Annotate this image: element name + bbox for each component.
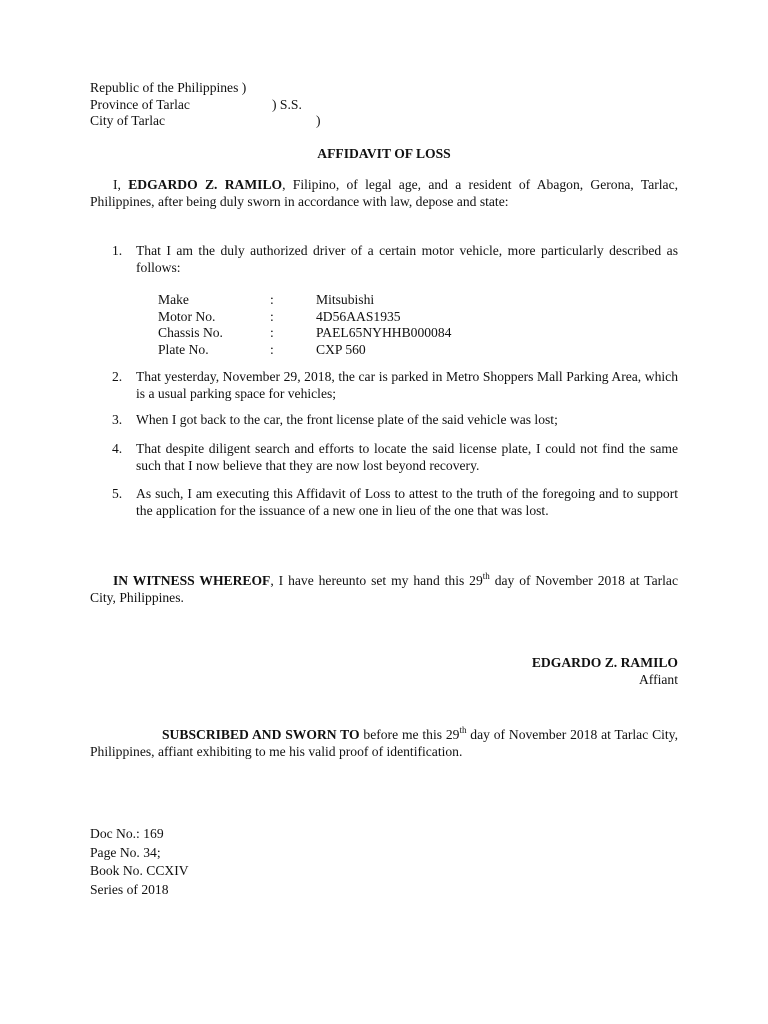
document-title: AFFIDAVIT OF LOSS: [317, 146, 451, 161]
vehicle-label: Plate No.: [158, 341, 209, 357]
intro-prefix: I,: [113, 177, 129, 192]
jurat-text-cont: day of November 2018 at Tarlac City, Philippines, affiant exhibiting to me his valid proof of identification.: [90, 727, 678, 759]
signatory-role: Affiant: [638, 671, 678, 687]
witness-ordinal-suffix: th: [482, 571, 490, 581]
doc-number: Doc No.: 169: [90, 826, 164, 841]
vehicle-value: 4D56AAS1935: [316, 308, 401, 324]
item-number: 1.: [112, 243, 123, 258]
series-year: Series of 2018: [90, 881, 169, 897]
item-text: That yesterday, November 29, 2018, the car is parked in Metro Shoppers Mall Parking Area, which is a usual parking space for vehicles;: [136, 369, 678, 401]
vehicle-row-plate: [158, 342, 451, 359]
signature-block: [532, 655, 678, 688]
vehicle-separator: :: [270, 325, 274, 340]
item-number: 4.: [112, 441, 123, 456]
intro-text: , Filipino, of legal age, and a resident of Abagon, Gerona, Tarlac, Philippines, after being duly sworn in accordance with law, depose and state:: [90, 177, 679, 209]
vehicle-separator: :: [270, 308, 274, 324]
vehicle-label: Make: [158, 292, 189, 307]
affiant-name: EDGARDO Z. RAMILO: [128, 177, 283, 192]
venue-republic: Republic of the Philippines ): [90, 80, 247, 95]
venue-city: City of Tarlac: [90, 113, 166, 128]
item-text: As such, I am executing this Affidavit of Loss to attest to the truth of the foregoing and to support the application for the issuance of a new one in lieu of the one that was lost.: [136, 486, 678, 518]
witness-paragraph: [90, 573, 678, 606]
signatory-name: EDGARDO Z. RAMILO: [531, 655, 678, 670]
venue-ss: ) S.S.: [272, 96, 302, 112]
item-number: 2.: [112, 369, 123, 384]
witness-heading: IN WITNESS WHEREOF: [113, 573, 271, 588]
notarial-register: [90, 825, 189, 899]
vehicle-separator: :: [270, 292, 274, 307]
vehicle-row-make: [158, 292, 451, 309]
item-number: 5.: [112, 486, 123, 501]
vehicle-value: Mitsubishi: [316, 292, 375, 307]
jurat-paragraph: [90, 727, 678, 760]
vehicle-details-table: [158, 292, 451, 358]
venue-paren: ): [316, 113, 321, 128]
book-number: Book No. CCXIV: [90, 863, 189, 879]
item-text: That despite diligent search and efforts to locate the said license plate, I could not find the same such that I now believe that they are now lost beyond recovery.: [136, 441, 678, 473]
item-2: [90, 369, 678, 402]
item-1: [90, 243, 678, 276]
witness-text-cont: day of November 2018 at Tarlac City, Philippines.: [90, 573, 678, 605]
item-4: [90, 441, 678, 474]
vehicle-label: Motor No.: [158, 308, 216, 324]
vehicle-value: PAEL65NYHHB000084: [316, 325, 452, 340]
item-3: [90, 412, 678, 429]
witness-text: , I have hereunto set my hand this 29: [270, 573, 483, 588]
item-text: When I got back to the car, the front license plate of the said vehicle was lost;: [136, 412, 558, 427]
jurat-text: before me this 29: [359, 727, 460, 742]
jurat-heading: SUBSCRIBED AND SWORN TO: [162, 727, 360, 742]
item-text: That I am the duly authorized driver of a certain motor vehicle, more particularly described as follows:: [136, 243, 678, 275]
vehicle-row-chassis: [158, 325, 451, 342]
vehicle-label: Chassis No.: [158, 325, 223, 340]
item-number: 3.: [112, 412, 123, 427]
vehicle-value: CXP 560: [316, 341, 366, 357]
vehicle-separator: :: [270, 341, 274, 357]
vehicle-row-motor: [158, 309, 451, 326]
item-5: [90, 486, 678, 519]
venue-province: Province of Tarlac: [90, 96, 190, 112]
intro-paragraph: [90, 177, 678, 210]
jurat-ordinal-suffix: th: [459, 725, 467, 735]
page-number: Page No. 34;: [90, 844, 161, 860]
